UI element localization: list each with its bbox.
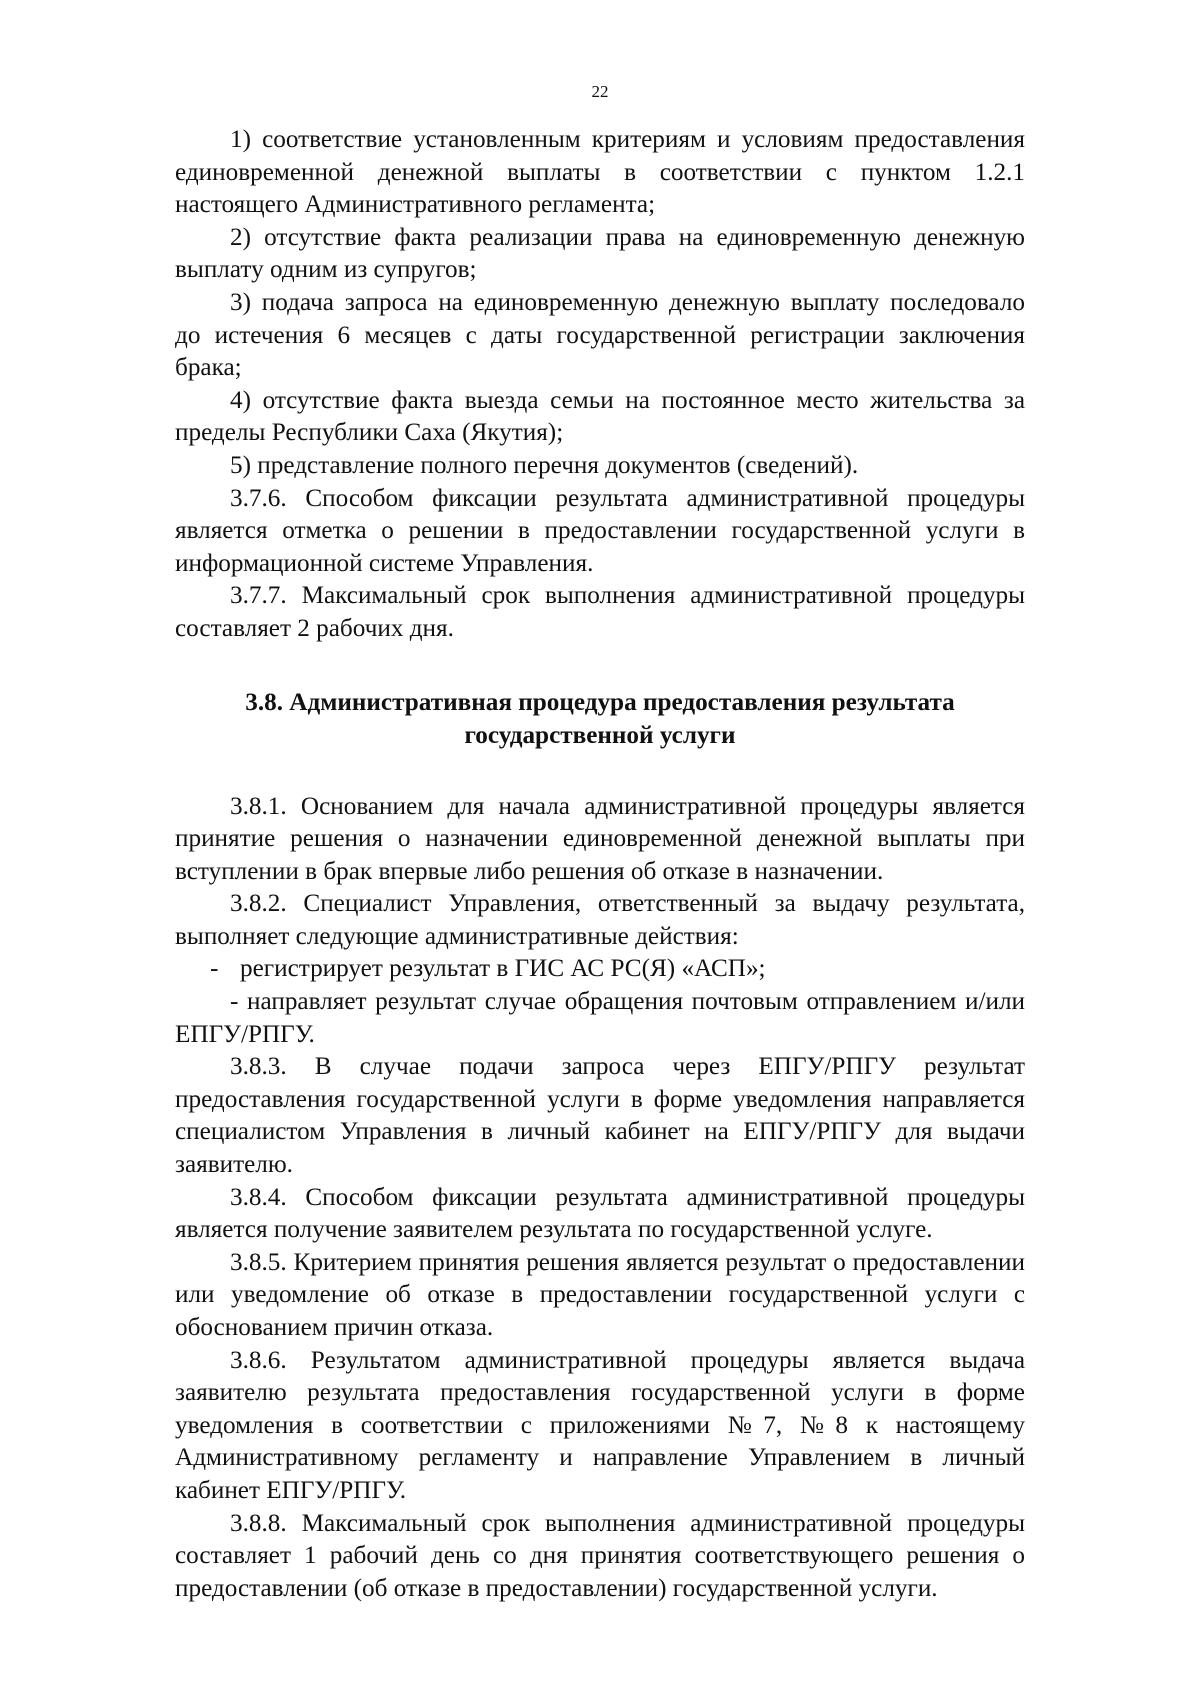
paragraph-3-8-3: 3.8.3. В случае подачи запроса через ЕПГУ/РПГУ результат предоставления государственной услуги в форме уведомления направляется специалистом Управления в личный кабинет на ЕПГУ/РПГУ для выдачи заявителю. xyxy=(175,1053,1025,1179)
list-item-3: 3) подача запроса на единовременную денежную выплату последовало до истечения 6 месяцев с даты государственной регистрации заключения брака; xyxy=(175,288,1025,382)
bullet-item-1 xyxy=(175,953,1025,986)
paragraph-3-7-6: 3.7.6. Способом фиксации результата административной процедуры является отметка о решении в предоставлении государственной услуги в информационной системе Управления. xyxy=(175,484,1025,577)
page-number: 22 xyxy=(591,82,609,101)
bullet-item-2: - направляет результат случае обращения почтовым отправлением и/или ЕПГУ/РПГУ. xyxy=(175,988,1025,1048)
paragraph-3-8-8: 3.8.8. Максимальный срок выполнения административной процедуры составляет 1 рабочий день со дня принятия соответствующего решения о предоставлении (об отказе в предоставлении) государственной услуги. xyxy=(175,1509,1025,1602)
section-heading-line-1: 3.8. Административная процедура предоставления результата xyxy=(245,688,955,716)
list-item-2: 2) отсутствие факта реализации права на единовременную денежную выплату одним из супругов; xyxy=(175,223,1025,284)
paragraph-3-8-5: 3.8.5. Критерием принятия решения является результат о предоставлении или уведомление об отказе в предоставлении государственной услуги с обоснованием причин отказа. xyxy=(175,1248,1025,1341)
section-heading-line-2: государственной услуги xyxy=(464,721,736,749)
bullet-item-1-text: регистрирует результат в ГИС АС РС(Я) «АСП»; xyxy=(240,955,766,983)
paragraph-3-8-2: 3.8.2. Специалист Управления, ответственный за выдачу результата, выполняет следующие административные действия: xyxy=(175,890,1025,950)
section-heading-3-8 xyxy=(175,686,1025,752)
bullet-dash: - xyxy=(210,955,219,983)
document-body xyxy=(175,124,1025,1605)
list-item-1: 1) соответствие установленным критериям и условиям предоставления единовременной денежной выплаты в соответствии с пунктом 1.2.1 настоящего Административного регламента; xyxy=(175,126,1025,219)
paragraph-3-8-4: 3.8.4. Способом фиксации результата административной процедуры является получение заявителем результата по государственной услуге. xyxy=(175,1183,1025,1244)
paragraph-3-7-7: 3.7.7. Максимальный срок выполнения административной процедуры составляет 2 рабочих дня. xyxy=(175,582,1025,642)
list-item-5: 5) представление полного перечня документов (сведений). xyxy=(230,451,859,479)
paragraph-3-8-1: 3.8.1. Основанием для начала административной процедуры является принятие решения о назначении единовременной денежной выплаты при вступлении в брак впервые либо решения об отказе в назначении. xyxy=(175,792,1025,885)
paragraph-3-8-6: 3.8.6. Результатом административной процедуры является выдача заявителю результата предоставления государственной услуги в форме уведомления в соответствии с приложениями №7, №8 к настоящему Административному регламенту и направление Управлением в личный кабинет ЕПГУ/РПГУ. xyxy=(175,1346,1025,1504)
list-item-4: 4) отсутствие факта выезда семьи на постоянное место жительства за пределы Республики Саха (Якутия); xyxy=(175,386,1025,447)
